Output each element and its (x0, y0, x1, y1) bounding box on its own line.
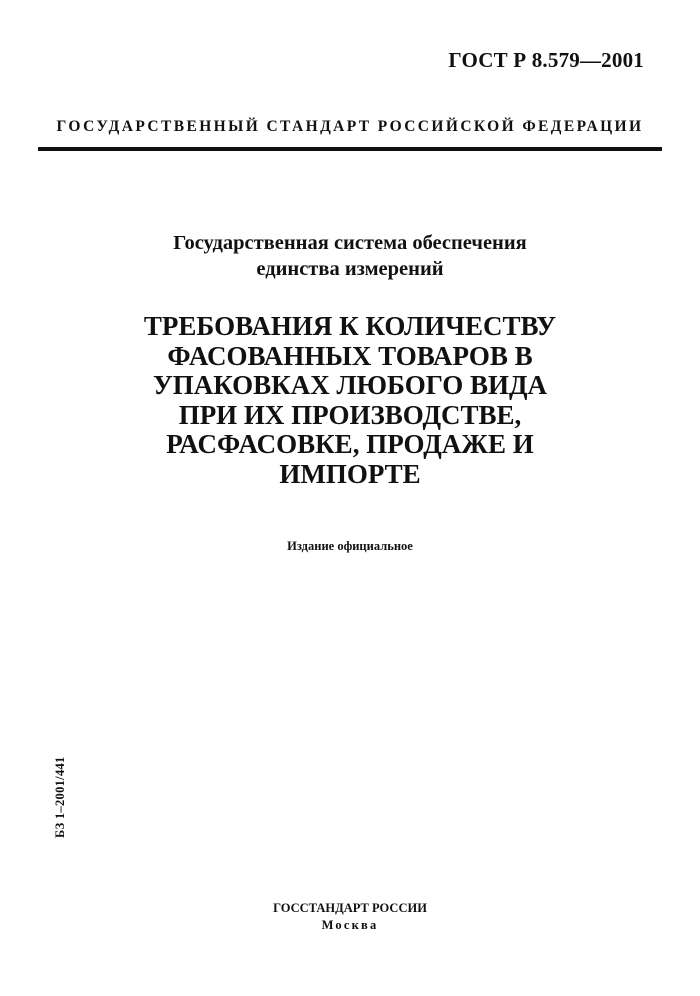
main-title-line: УПАКОВКАХ ЛЮБОГО ВИДА (152, 370, 548, 400)
side-code: БЗ 1–2001/441 (53, 756, 67, 838)
system-title-line: Государственная система обеспечения (173, 232, 527, 254)
header-rule (38, 147, 662, 151)
system-title (60, 230, 640, 282)
main-title (60, 312, 640, 489)
main-title-line: РАСФАСОВКЕ, ПРОДАЖЕ И (166, 429, 534, 459)
system-title-line: единства измерений (256, 258, 444, 280)
main-title-line: ФАСОВАННЫХ ТОВАРОВ В (167, 340, 533, 371)
publisher-city: Москва (321, 918, 379, 932)
main-title-line: ИМПОРТЕ (279, 458, 421, 489)
edition-label: Издание официальное (287, 539, 413, 553)
standard-header: ГОСУДАРСТВЕННЫЙ СТАНДАРТ РОССИЙСКОЙ ФЕДЕРАЦИИ (56, 118, 644, 135)
main-title-line: ТРЕБОВАНИЯ К КОЛИЧЕСТВУ (143, 311, 557, 341)
main-title-line: ПРИ ИХ ПРОИЗВОДСТВЕ, (178, 399, 522, 430)
document-code: ГОСТ Р 8.579—2001 (448, 48, 644, 72)
publisher-name: ГОССТАНДАРТ РОССИИ (273, 901, 427, 915)
publisher-block (60, 900, 640, 934)
